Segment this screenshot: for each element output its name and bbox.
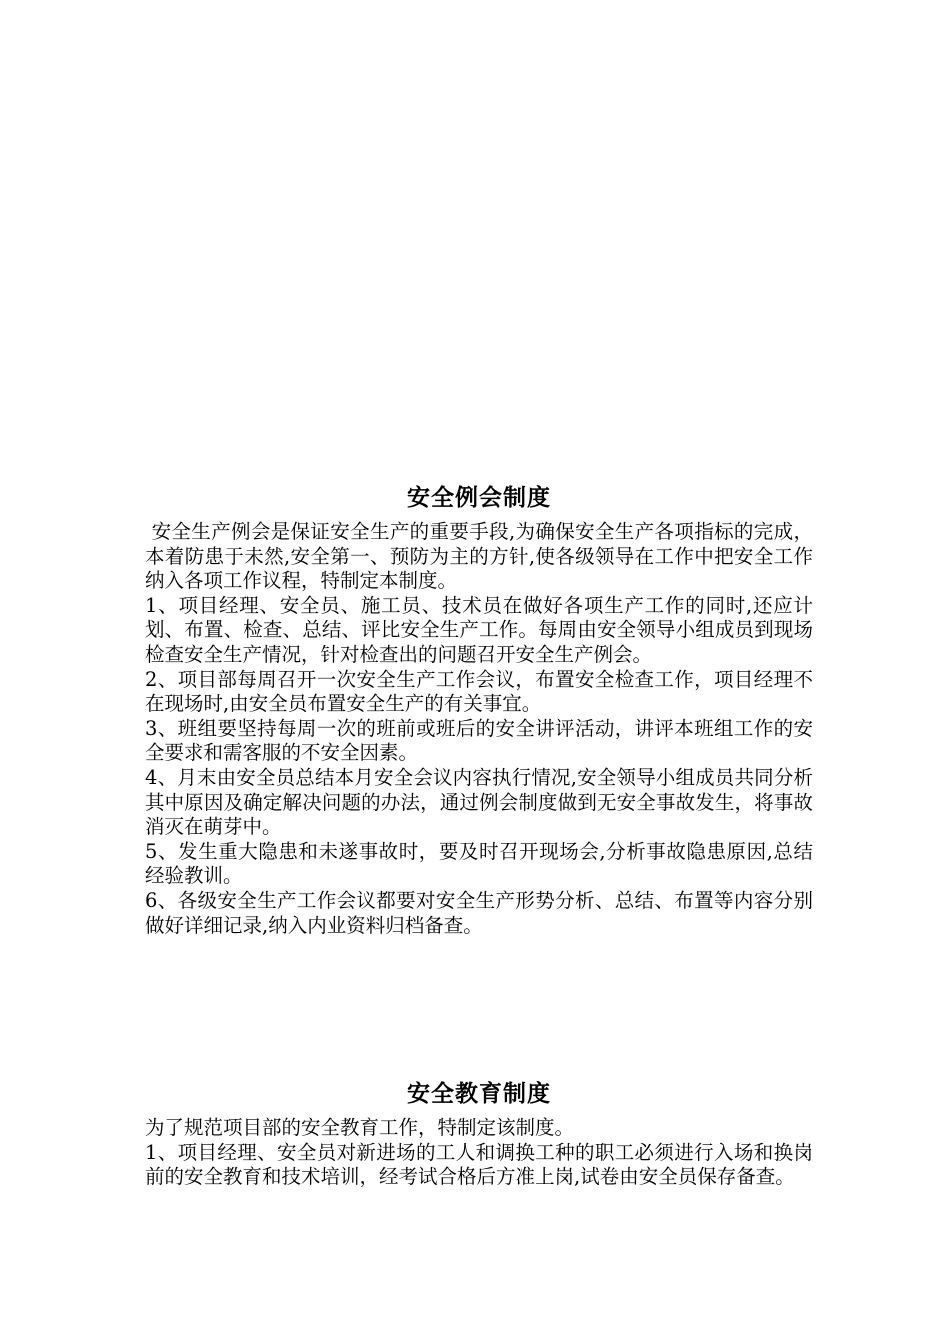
safety-meeting-section [145,480,813,938]
section-title: 安全教育制度 [407,1081,551,1107]
rule-paragraph: 1、项目经理、安全员对新进场的工人和调换工种的职工必须进行入场和换岗前的安全教育和技术培训，经考试合格后方准上岗,试卷由安全员保存备查。 [145,1140,813,1189]
intro-paragraph: 安全生产例会是保证安全生产的重要手段,为确保安全生产各项指标的完成，本着防患于未然,安全第一、预防为主的方针,使各级领导在工作中把安全工作纳入各项工作议程，特制定本制度。 [145,520,813,593]
rule-paragraph: 3、班组要坚持每周一次的班前或班后的安全讲评活动，讲评本班组工作的安全要求和需客服的不安全因素。 [145,716,813,765]
section-title: 安全例会制度 [407,485,551,511]
rule-paragraph: 1、项目经理、安全员、施工员、技术员在做好各项生产工作的同时,还应计划、布置、检查、总结、评比安全生产工作。每周由安全领导小组成员到现场检查安全生产情况，针对检查出的问题召开安全生产例会。 [145,593,813,666]
intro-paragraph: 为了规范项目部的安全教育工作，特制定该制度。 [145,1116,575,1139]
rule-paragraph: 4、月末由安全员总结本月安全会议内容执行情况,安全领导小组成员共同分析其中原因及确定解决问题的办法，通过例会制度做到无安全事故发生，将事故消灭在萌芽中。 [145,765,813,839]
rule-paragraph: 2、项目部每周召开一次安全生产工作会议，布置安全检查工作，项目经理不在现场时,由安全员布置安全生产的有关事宜。 [145,667,813,716]
safety-education-section [145,1076,813,1190]
rule-paragraph: 6、各级安全生产工作会议都要对安全生产形势分析、总结、布置等内容分别做好详细记录,纳入内业资料归档备查。 [145,888,813,937]
rule-paragraph: 5、发生重大隐患和未遂事故时，要及时召开现场会,分析事故隐患原因,总结经验教训。 [145,839,813,888]
